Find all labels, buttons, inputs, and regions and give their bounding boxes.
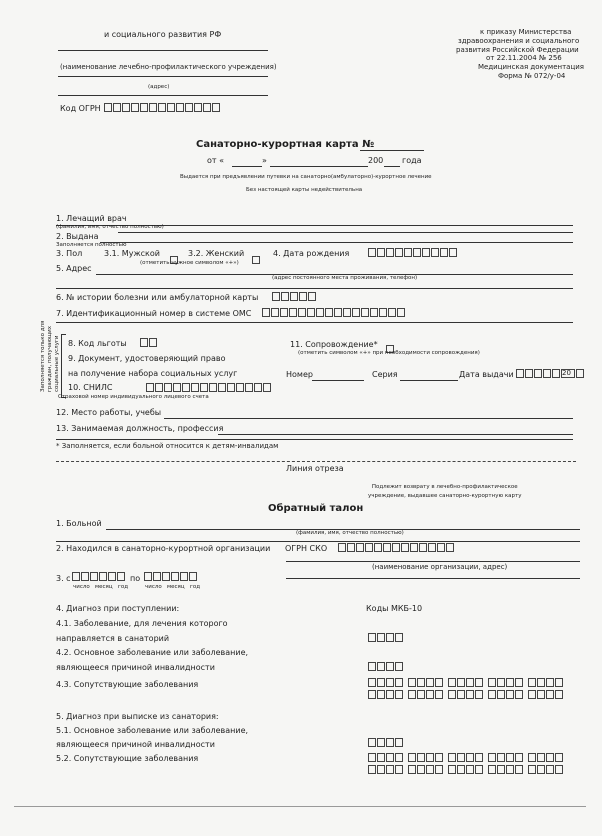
doc-number-input[interactable]: [312, 380, 364, 381]
field-doc-date-label: Дата выдачи: [459, 370, 514, 379]
org-caption: (наименование лечебно-профилактического учреждения): [60, 63, 277, 71]
field-escort-label: 11. Сопровождение*: [290, 340, 378, 349]
field-address-caption: (адрес постоянного места проживания, телефон): [272, 275, 418, 281]
mkb-42-boxes[interactable]: [368, 662, 404, 671]
field-snils-label: 10. СНИЛС: [68, 383, 113, 392]
cap-year: год: [118, 584, 129, 590]
cap-year: год: [190, 584, 201, 590]
date-year: 200: [368, 156, 384, 165]
mkb-41-boxes[interactable]: [368, 633, 404, 642]
doc-date-year-prefix: 20: [562, 369, 571, 377]
field-oms-label: 7. Идентификационный номер в системе ОМС: [56, 309, 252, 318]
date-year-line: [384, 166, 400, 167]
ministry-line: и социального развития РФ: [104, 30, 222, 39]
card-note-2: Без настоящей карты недействительна: [246, 187, 363, 193]
field-sex-label: 3. Пол: [56, 249, 83, 258]
coupon-ogrn-label: ОГРН СКО: [285, 544, 328, 553]
coupon-to-label: по: [130, 574, 141, 583]
coupon-diag-52: 5.2. Сопутствующие заболевания: [56, 754, 199, 763]
date-suffix: года: [402, 156, 422, 165]
coupon-patient-label: 1. Больной: [56, 519, 102, 528]
coupon-diag-discharge-label: 5. Диагноз при выписке из санатория:: [56, 712, 219, 721]
page-bottom-edge: [14, 806, 586, 807]
coupon-ogrn-boxes[interactable]: [338, 543, 455, 552]
coupon-title: Обратный талон: [268, 503, 364, 514]
order-info: [456, 28, 584, 81]
footnote: * Заполняется, если больной относится к детям-инвалидам: [56, 442, 279, 450]
cap-month: месяц: [167, 584, 185, 590]
org-line: [58, 50, 268, 51]
field-doc-label-2: на получение набора социальных услуг: [68, 369, 238, 378]
field-work-input[interactable]: [164, 418, 573, 419]
coupon-patient-caption: (фамилия, имя, отчество полностью): [296, 530, 404, 536]
benefit-code-boxes[interactable]: [140, 338, 158, 347]
mkb-43-boxes-row2[interactable]: [368, 690, 564, 699]
mkb-51-boxes[interactable]: [368, 738, 404, 747]
cap-day: число: [145, 584, 162, 590]
org-line-2: [58, 76, 268, 77]
card-note-1: Выдается при предъявлении путевки на санаторно(амбулаторно)-курортное лечение: [180, 174, 432, 180]
coupon-from-boxes[interactable]: [72, 572, 126, 581]
vertical-bracket: [61, 334, 66, 398]
return-note: [368, 483, 521, 501]
field-male-label: 3.1. Мужской: [104, 249, 160, 258]
field-doc-label-1: 9. Документ, удостоверяющий право: [68, 354, 226, 363]
cap-month: месяц: [95, 584, 113, 590]
address-caption: (адрес): [148, 84, 170, 90]
doc-series-input[interactable]: [400, 380, 458, 381]
return-note-line: учреждение, выдавшее санаторно-курортную карту: [368, 493, 522, 499]
divider-position: [56, 439, 573, 440]
card-title: Санаторно-курортная карта №: [196, 139, 375, 150]
cap-day: число: [73, 584, 90, 590]
order-line: Медицинская документация: [478, 63, 584, 72]
field-doc-number-label: Номер: [286, 370, 313, 379]
return-note-line: Подлежит возврату в лечебно-профилактическое: [371, 484, 518, 490]
coupon-patient-input-2[interactable]: [56, 541, 580, 542]
field-address-label: 5. Адрес: [56, 264, 92, 273]
doc-date-boxes[interactable]: [516, 369, 585, 378]
vertical-note-line: Заполняется только для: [40, 320, 46, 392]
field-issued-label: 2. Выдана: [56, 232, 99, 241]
ogrn-boxes[interactable]: [104, 103, 221, 112]
coupon-diag-41a: 4.1. Заболевание, для лечения которого: [56, 619, 228, 628]
history-number-boxes[interactable]: [272, 292, 317, 301]
coupon-diag-51b: являющееся причиной инвалидности: [56, 740, 215, 749]
coupon-diag-43: 4.3. Сопутствующие заболевания: [56, 680, 199, 689]
order-line: от 22.11.2004 № 256: [486, 54, 562, 63]
coupon-diag-admission-label: 4. Диагноз при поступлении:: [56, 604, 180, 613]
address-line: [58, 95, 268, 96]
field-doctor-caption: (фамилия, имя, отчество полностью): [56, 224, 164, 230]
field-history-label: 6. № истории болезни или амбулаторной карты: [56, 293, 259, 302]
order-line: здравоохранения и социального: [458, 36, 580, 45]
order-line: развития Российской Федерации: [456, 45, 579, 54]
field-doctor-label: 1. Лечащий врач: [56, 214, 127, 223]
vertical-note-line: социальные услуги: [54, 335, 60, 392]
field-doctor-input[interactable]: [118, 232, 573, 233]
coupon-diag-51a: 5.1. Основное заболевание или заболевание,: [56, 726, 249, 735]
mkb-43-boxes-row1[interactable]: [368, 678, 564, 687]
coupon-diag-42a: 4.2. Основное заболевание или заболевание,: [56, 648, 249, 657]
field-snils-caption: Страховой номер индивидуального лицевого счета: [58, 394, 209, 400]
field-address-input-2[interactable]: [56, 288, 573, 289]
divider-oms: [56, 322, 573, 323]
oms-number-boxes[interactable]: [262, 308, 406, 317]
field-benefit-label: 8. Код льготы: [68, 339, 127, 348]
field-doc-series-label: Серия: [372, 370, 398, 379]
date-from: от «: [207, 156, 224, 165]
date-day-line: [232, 166, 262, 167]
field-sex-caption: (отметить нужное символом «+»): [140, 260, 239, 266]
vertical-note: [40, 321, 61, 392]
card-number-line: [360, 150, 424, 151]
date-month-line: [270, 166, 368, 167]
ogrn-label: Код ОГРН: [60, 104, 101, 113]
field-position-input[interactable]: [218, 434, 573, 435]
order-line: Форма № 072/у-04: [498, 71, 566, 80]
date-mid: »: [262, 156, 267, 165]
mkb-52-boxes-row1[interactable]: [368, 753, 564, 762]
field-issued-caption: Заполняется полностью: [56, 242, 127, 248]
field-issued-input[interactable]: [100, 242, 573, 243]
field-position-label: 13. Занимаемая должность, профессия: [56, 424, 224, 433]
coupon-to-boxes[interactable]: [144, 572, 198, 581]
coupon-sanatorium-label: 2. Находился в санаторно-курортной организации: [56, 544, 271, 553]
cut-label: Линия отреза: [286, 464, 344, 473]
female-checkbox[interactable]: [252, 249, 260, 268]
coupon-org-input[interactable]: [286, 561, 580, 562]
field-escort-caption: (отметить символом «+» при необходимости сопровождения): [298, 350, 480, 356]
coupon-mkb-label: Коды МКБ-10: [366, 604, 423, 613]
coupon-org-input-2[interactable]: [286, 578, 580, 579]
order-line: к приказу Министерства: [480, 28, 572, 36]
coupon-diag-42b: являющееся причиной инвалидности: [56, 663, 215, 672]
snils-boxes[interactable]: [146, 383, 272, 392]
cut-line: [56, 461, 576, 462]
coupon-org-caption: (наименование организации, адрес): [372, 563, 508, 571]
field-birth-label: 4. Дата рождения: [273, 249, 350, 258]
coupon-from-label: 3. с: [56, 574, 71, 583]
vertical-note-line: граждан, получающих: [47, 326, 53, 392]
field-female-label: 3.2. Женский: [188, 249, 245, 258]
coupon-diag-41b: направляется в санаторий: [56, 634, 170, 643]
mkb-52-boxes-row2[interactable]: [368, 765, 564, 774]
field-work-label: 12. Место работы, учебы: [56, 408, 162, 417]
birth-date-boxes[interactable]: [368, 248, 458, 257]
